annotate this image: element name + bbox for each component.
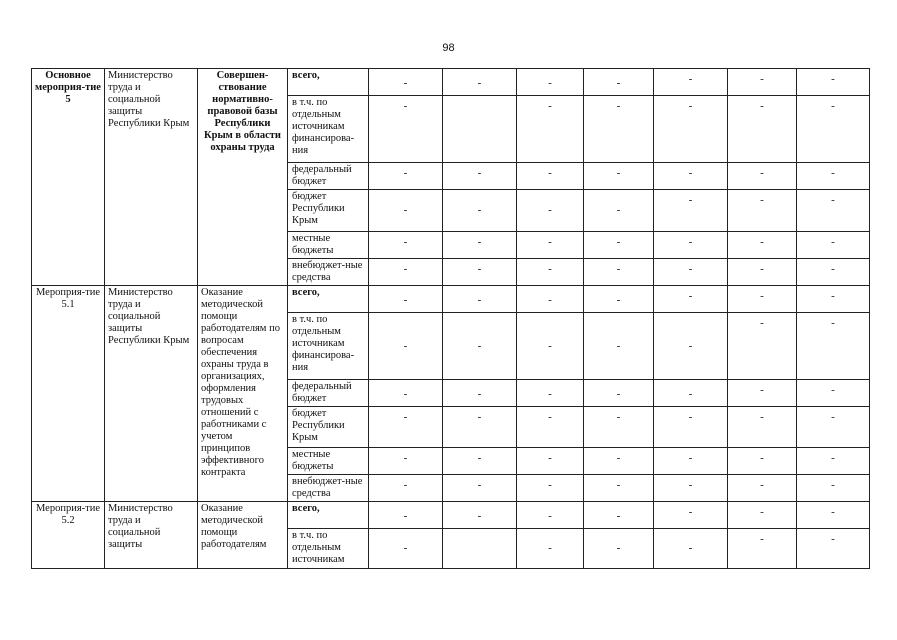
value-cell: -	[654, 232, 728, 259]
value-cell: -	[728, 259, 797, 286]
value-cell: -	[369, 96, 443, 163]
value-cell: -	[654, 190, 728, 232]
value-cell: -	[443, 502, 517, 529]
value-cell: -	[654, 529, 728, 569]
value-cell: -	[369, 380, 443, 407]
value-cell: -	[797, 529, 870, 569]
table-row	[32, 286, 870, 313]
funding-source-cell: всего,	[288, 286, 369, 313]
value-cell: -	[728, 286, 797, 313]
value-cell: -	[517, 475, 584, 502]
value-cell: -	[654, 69, 728, 96]
value-cell: -	[728, 190, 797, 232]
funding-source-cell: в т.ч. по отдельным источникам финансирова-ния	[288, 96, 369, 163]
value-cell: -	[797, 380, 870, 407]
value-cell: -	[517, 407, 584, 448]
value-cell: -	[728, 163, 797, 190]
table-row	[32, 69, 870, 96]
value-cell: -	[584, 163, 654, 190]
value-cell: -	[517, 448, 584, 475]
value-cell: -	[443, 259, 517, 286]
value-cell: -	[654, 448, 728, 475]
value-cell: -	[728, 475, 797, 502]
description-cell: Оказание методической помощи работодателям	[198, 502, 288, 569]
value-cell: -	[728, 380, 797, 407]
value-cell: -	[728, 407, 797, 448]
description-cell: Оказание методической помощи работодателям по вопросам обеспечения охраны труда в организациях, оформления трудовых отношений с работниками с учетом принципов эффективного контракта	[198, 286, 288, 502]
value-cell: -	[517, 259, 584, 286]
value-cell: -	[584, 286, 654, 313]
value-cell: -	[443, 286, 517, 313]
value-cell: -	[797, 163, 870, 190]
value-cell: -	[369, 232, 443, 259]
value-cell: -	[369, 259, 443, 286]
page-number: 98	[442, 42, 455, 54]
value-cell: -	[517, 313, 584, 380]
value-cell: -	[584, 96, 654, 163]
value-cell: -	[369, 286, 443, 313]
event-cell: Мероприя-тие 5.1	[32, 286, 105, 502]
value-cell: -	[654, 163, 728, 190]
value-cell: -	[517, 69, 584, 96]
value-cell: -	[517, 380, 584, 407]
value-cell: -	[797, 190, 870, 232]
value-cell: -	[654, 502, 728, 529]
funding-source-cell: федеральный бюджет	[288, 380, 369, 407]
funding-source-cell: местные бюджеты	[288, 232, 369, 259]
value-cell: -	[443, 163, 517, 190]
value-cell: -	[584, 475, 654, 502]
value-cell: -	[443, 407, 517, 448]
funding-source-cell: всего,	[288, 502, 369, 529]
value-cell: -	[443, 190, 517, 232]
executor-cell: Министерство труда и социальной защиты Республики Крым	[105, 69, 198, 286]
value-cell: -	[443, 475, 517, 502]
value-cell: -	[797, 96, 870, 163]
value-cell: -	[517, 96, 584, 163]
value-cell: -	[654, 380, 728, 407]
executor-cell: Министерство труда и социальной защиты	[105, 502, 198, 569]
value-cell: -	[797, 232, 870, 259]
value-cell: -	[443, 232, 517, 259]
value-cell: -	[797, 286, 870, 313]
value-cell: -	[654, 286, 728, 313]
financing-table	[31, 68, 870, 569]
value-cell: -	[654, 407, 728, 448]
value-cell: -	[369, 529, 443, 569]
value-cell: -	[584, 380, 654, 407]
value-cell: -	[654, 475, 728, 502]
value-cell: -	[369, 502, 443, 529]
value-cell: -	[369, 475, 443, 502]
value-cell: -	[584, 69, 654, 96]
value-cell: -	[584, 313, 654, 380]
value-cell: -	[728, 232, 797, 259]
value-cell: -	[443, 69, 517, 96]
value-cell: -	[584, 502, 654, 529]
value-cell: -	[797, 502, 870, 529]
funding-source-cell: в т.ч. по отдельным источникам	[288, 529, 369, 569]
value-cell: -	[654, 259, 728, 286]
value-cell: -	[369, 163, 443, 190]
value-cell: -	[584, 190, 654, 232]
value-cell: -	[797, 259, 870, 286]
value-cell: -	[797, 69, 870, 96]
value-cell: -	[369, 190, 443, 232]
value-cell: -	[369, 448, 443, 475]
value-cell: -	[584, 232, 654, 259]
value-cell: -	[517, 190, 584, 232]
value-cell: -	[369, 313, 443, 380]
executor-cell: Министерство труда и социальной защиты Республики Крым	[105, 286, 198, 502]
funding-source-cell: внебюджет-ные средства	[288, 259, 369, 286]
funding-source-cell: всего,	[288, 69, 369, 96]
value-cell: -	[797, 475, 870, 502]
value-cell: -	[517, 529, 584, 569]
value-cell: -	[584, 407, 654, 448]
value-cell: -	[728, 529, 797, 569]
value-cell: -	[369, 407, 443, 448]
value-cell: -	[369, 69, 443, 96]
funding-source-cell: в т.ч. по отдельным источникам финансирова-ния	[288, 313, 369, 380]
value-cell: -	[443, 380, 517, 407]
value-cell: -	[797, 448, 870, 475]
value-cell: -	[728, 96, 797, 163]
funding-source-cell: бюджет Республики Крым	[288, 190, 369, 232]
value-cell: -	[797, 407, 870, 448]
value-cell: -	[728, 69, 797, 96]
value-cell: -	[517, 502, 584, 529]
value-cell: -	[728, 448, 797, 475]
value-cell: -	[443, 313, 517, 380]
table-row	[32, 502, 870, 529]
funding-source-cell: федеральный бюджет	[288, 163, 369, 190]
value-cell: -	[517, 163, 584, 190]
value-cell: -	[517, 232, 584, 259]
event-cell: Мероприя-тие 5.2	[32, 502, 105, 569]
value-cell: -	[728, 313, 797, 380]
value-cell: -	[728, 502, 797, 529]
funding-source-cell: внебюджет-ные средства	[288, 475, 369, 502]
value-cell: -	[584, 529, 654, 569]
funding-source-cell: местные бюджеты	[288, 448, 369, 475]
value-cell: -	[797, 313, 870, 380]
value-cell: -	[584, 448, 654, 475]
value-cell: -	[584, 259, 654, 286]
description-cell: Совершен-ствование нормативно-правовой базы Республики Крым в области охраны труда	[198, 69, 288, 286]
funding-source-cell: бюджет Республики Крым	[288, 407, 369, 448]
value-cell: -	[654, 96, 728, 163]
value-cell	[443, 96, 517, 163]
value-cell: -	[443, 448, 517, 475]
value-cell: -	[654, 313, 728, 380]
value-cell	[443, 529, 517, 569]
event-cell: Основное мероприя-тие 5	[32, 69, 105, 286]
value-cell: -	[517, 286, 584, 313]
